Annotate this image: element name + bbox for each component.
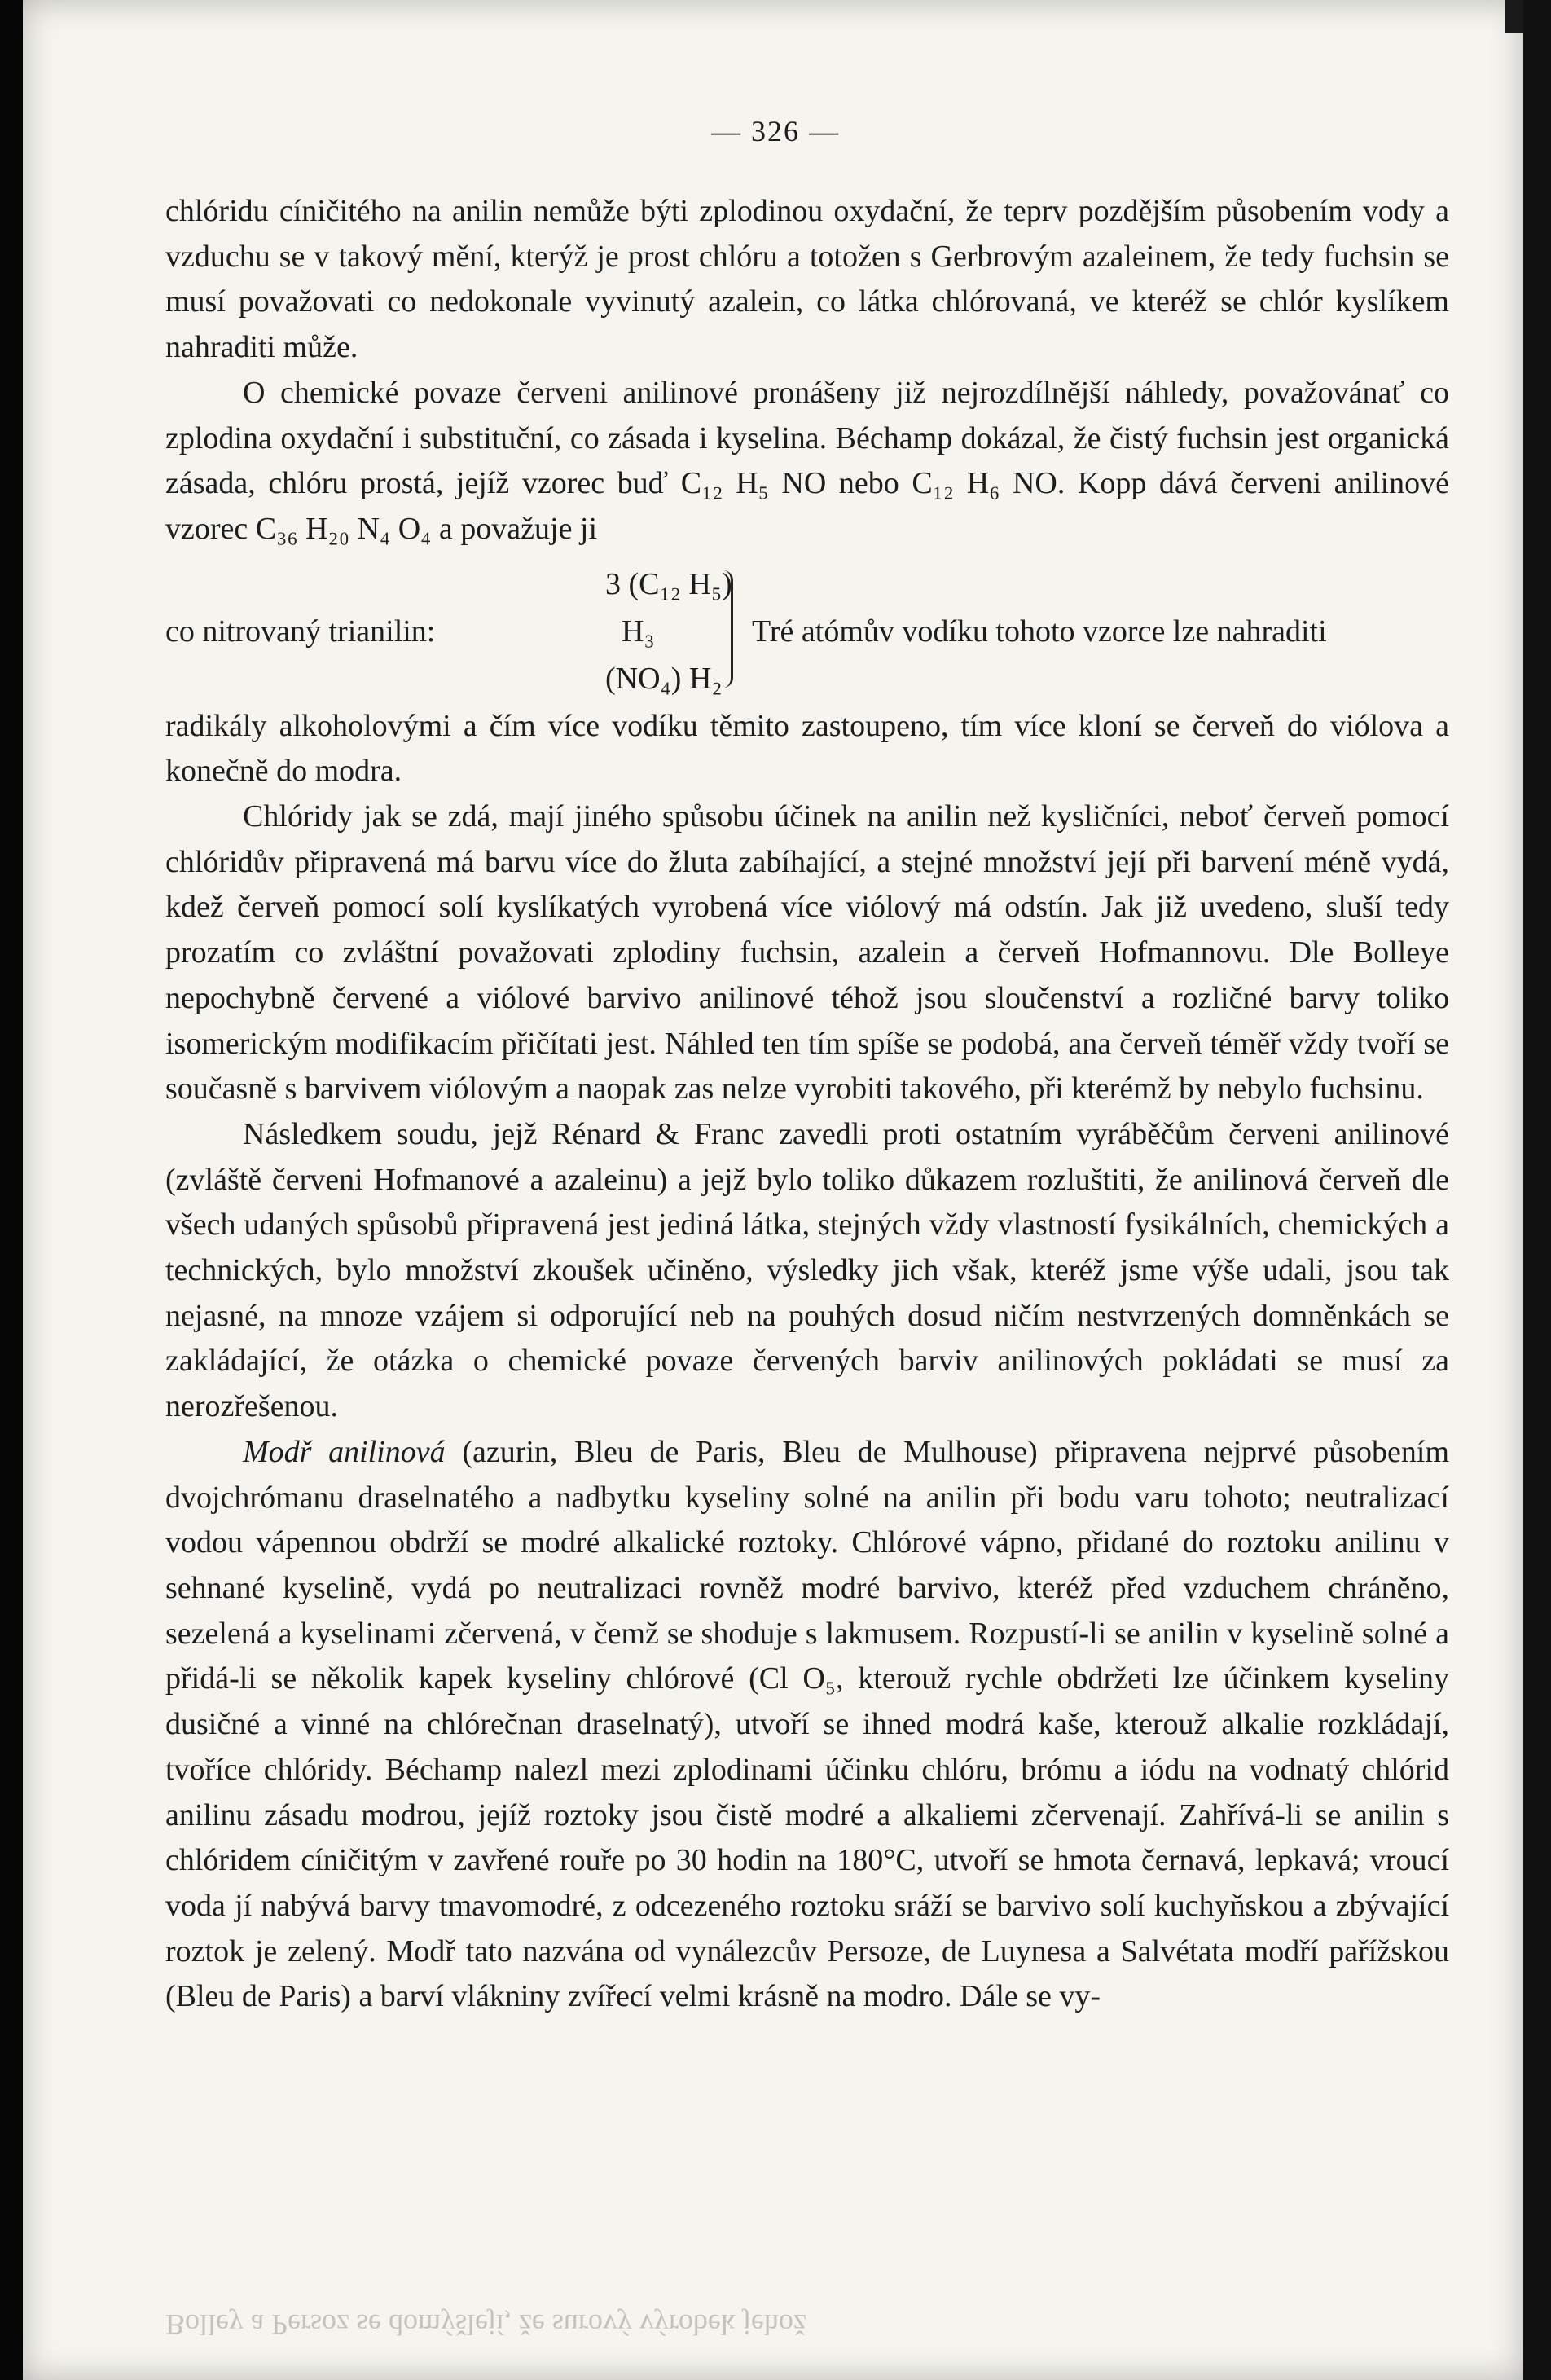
scan-edge <box>1523 0 1551 2380</box>
formula-line-2: H₃ <box>622 614 655 649</box>
paragraph-6 <box>165 1430 1449 2020</box>
page-number: — 326 — <box>711 115 840 147</box>
paragraph-3: radikály alkoholovými a čím více vodíku těmito zastoupeno, tím více kloní se červeň do viólova a konečně do modra. <box>165 708 1449 789</box>
paragraph-1: chlóridu cíničitého na anilin nemůže býti zplodinou oxydační, že teprv pozdějším působením vody a vzduchu se v takový mění, kterýž je prost chlóru a totožen s Gerbrovým azaleinem, že tedy fuchsin se musí považovati co nedokonale vyvinutý azalein, co látka chlórovaná, ve kteréž se chlór kyslíkem nahraditi může. <box>165 194 1449 365</box>
formula-lead: co nitrovaný trianilin: <box>165 614 436 649</box>
scan-edge-mark <box>1505 0 1523 33</box>
formula-block <box>165 552 1449 704</box>
formula-line-1: 3 (C₁₂ H₅) <box>605 566 732 601</box>
paragraph-6-text: (azurin, Bleu de Paris, Bleu de Mulhouse) připravena nejprvé působením dvojchrómanu draselnatého a nadbytku kyseliny solné na anilin při bodu varu tohoto; neutralizací vodou vápennou obdrží se modré alkalické roztoky. Chlórové vápno, přidané do roztoku anilinu v sehnané kyselině, vydá po neutralizaci rovněž modré barvivo, kteréž před vzduchem chráněno, sezelená a kyselinami zčervená, v čemž se shoduje s lakmusem. Rozpustí-li se anilin v kyselině solné a přidá-li se několik kapek kyseliny chlórové (Cl O₅, kterouž rychle obdržeti lze účinkem kyseliny dusičné a vinné na chlórečnan draselnatý), utvoří se ihned modrá kaše, kterouž alkalie rozkládají, tvoříce chlóridy. Béchamp nalezl mezi zplodinami účinku chlóru, brómu a iódu na vodnatý chlórid anilinu zásadu modrou, jejíž roztoky jsou čistě modré a alkaliemi zčervenají. Zahřívá-li se anilin s chlóridem cíničitým v zavřené rouře po 30 hodin na 180°C, utvoří se hmota černavá, lepkavá; vroucí voda jí nabývá barvy tmavomodré, z odcezeného roztoku sráží se barvivo solí kuchyňskou a zbývající roztok je zelený. Modř tato nazvána od vynálezcův Persoze, de Luynesa a Salvétata modří pařížskou (Bleu de Paris) a barví vlákniny zvířecí velmi krásně na modro. Dále se vy- <box>165 1434 1450 2014</box>
section-title-modr: Modř anilinová <box>243 1434 446 1469</box>
paragraph-5: Následkem soudu, jejž Rénard & Franc zavedli proti ostatním vyráběčům červeni anilinové (zvláště červeni Hofmanové a azaleinu) a jejž bylo toliko důkazem rozluštiti, že anilinová červeň dle všech udaných spůsobů připravená jest jediná látka, stejných vždy vlastností fysikálních, chemických a technických, bylo množství zkoušek učiněno, výsledky jich však, kteréž jsme výše udali, jsou tak nejasné, na mnoze vzájem si odporující neb na pouhých dosud ničím nestvrzených domněnkách se zakládající, že otázka o chemické povaze červených barviv anilinových pokládati se musí za nerozřešenou. <box>165 1116 1449 1424</box>
formula-brace <box>719 570 733 688</box>
paragraph-2: O chemické povaze červeni anilinové pronášeny již nejrozdílnější náhledy, považovánať co zplodina oxydační i substituční, co zásada i kyselina. Béchamp dokázal, že čistý fuchsin jest organická zásada, chlóru prostá, jejíž vzorec buď C₁₂ H₅ NO nebo C₁₂ H₆ NO. Kopp dává červeni anilinové vzorec C₃₆ H₂₀ N₄ O₄ a považuje ji <box>165 375 1449 546</box>
formula-note: Tré atómův vodíku tohoto vzorce lze nahraditi <box>752 614 1327 649</box>
bleed-through-text: Bolley a Persoz se domýšlejí, že surový výrobek jehož <box>165 2308 806 2341</box>
formula-line-3: (NO₄) H₂ <box>605 661 723 696</box>
paragraph-4: Chlóridy jak se zdá, mají jiného spůsobu účinek na anilin než kysličníci, neboť červeň pomocí chlóridův připravená má barvu více do žluta zabíhající, a stejné množství její při barvení méně vydá, kdež červeň pomocí solí kyslíkatých vyrobená více viólový má odstín. Jak již uvedeno, sluší tedy prozatím co zvláštní považovati zplodiny fuchsin, azalein a červeň Hofmannovu. Dle Bolleye nepochybně červené a viólové barvivo anilinové téhož jsou sloučenství a rozličné barvy toliko isomerickým modifikacím přičítati jest. Náhled ten tím spíše se podobá, ana červeň téměř vždy tvoří se současně s barvivem viólovým a naopak zas nelze vyrobiti takového, při kterémž by nebylo fuchsinu. <box>165 799 1449 1106</box>
body-text <box>165 189 1449 2020</box>
